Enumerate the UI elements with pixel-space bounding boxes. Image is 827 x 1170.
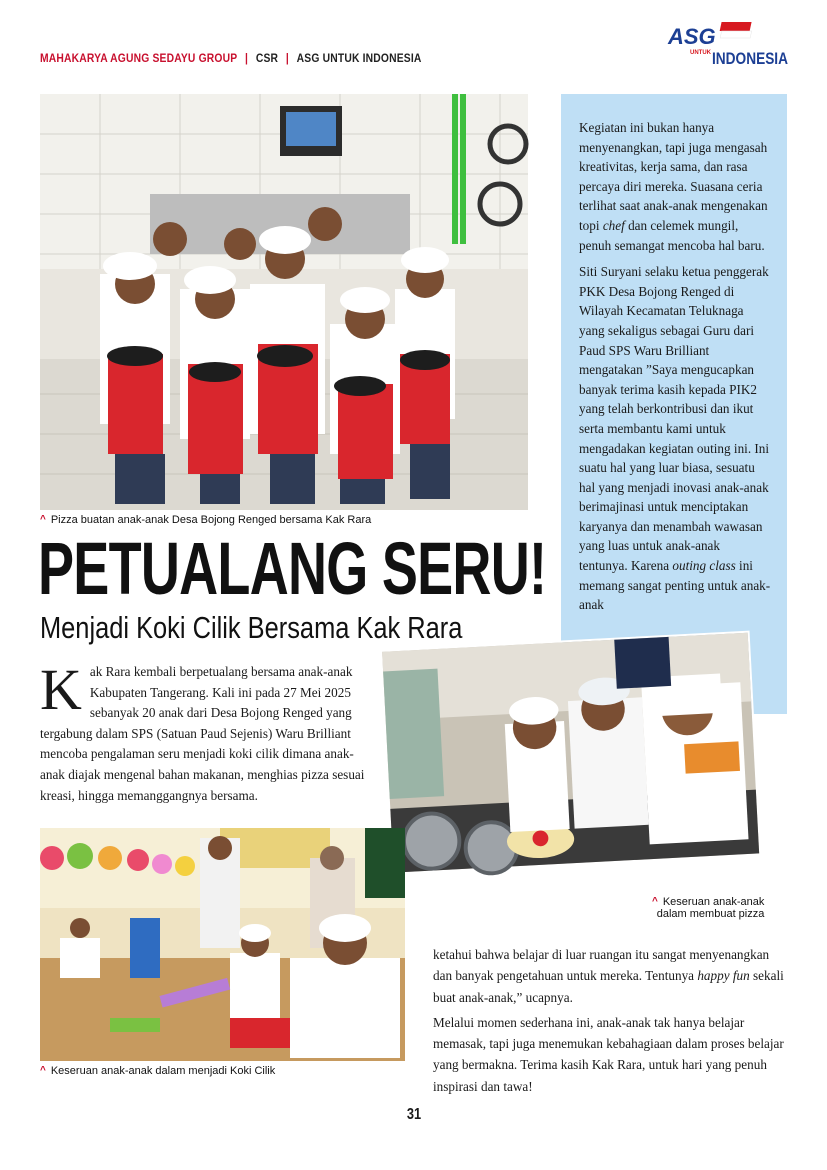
header-separator: |: [285, 51, 289, 65]
third-photo-caption: [40, 1065, 275, 1077]
asg-untuk-indonesia-logo: [662, 20, 792, 70]
article-closing: [433, 944, 788, 1101]
intro-text: ak Rara kembali berpetualang bersama anak-anak Kabupaten Tangerang. Kali ini pada 27 Mei 2025 sebanyak 20 anak dari Desa Bojong Renged yang tergabung dalam SPS (Satuan Paud Sejenis) Waru Brilliant mencoba pengalaman seru menjadi koki cilik dimana anak-anak diajak mengenal bahan makanan, menghias pizza sesuai kreasi, hingga memanggangnya bersama.: [40, 664, 365, 803]
logo-indonesia-text: INDONESIA: [712, 49, 788, 68]
caption-text: Keseruan anak-anak: [662, 896, 765, 908]
logo-asg-text: ASG: [668, 24, 716, 49]
caption-text: dalam membuat pizza: [656, 908, 765, 920]
logo-untuk-text: UNTUK: [690, 50, 711, 56]
main-photo-caption: [40, 514, 371, 526]
closing-paragraph: ketahui bahwa belajar di luar ruangan itu sangat menyenangkan dan banyak pengetahuan untuk mereka. Tentunya happy fun sekali buat anak-anak,” ucapnya.: [433, 947, 784, 1005]
page-number: 31: [406, 1106, 422, 1123]
photo-kids-in-classroom: [40, 828, 405, 1061]
sidebar-paragraph: Siti Suryani selaku ketua penggerak PKK Desa Bojong Renged di Wilayah Kecamatan Teluknaga yang sekaligus sebagai Guru dari Paud SPS Waru Brilliant mengatakan ”Saya mengucapkan banyak terima kasih kepada PIK2 yang telah berkontribusi dan ikut serta membantu kami untuk mengadakan kegiatan outing ini. Ini suatu hal yang luar biasa, sesuatu hal yang menjadi inovasi anak-anak berimajinasi untuk menciptakan karyanya dan menambah wawasan yang luas untuk anak-anak tentunya. Karena outing class ini memang sangat penting untuk anak-anak: [579, 264, 771, 613]
article-intro: [40, 657, 365, 806]
header-separator: |: [245, 51, 249, 65]
caption-arrow-icon: ^: [40, 514, 46, 525]
drop-cap: K: [40, 657, 82, 722]
caption-text: Keseruan anak-anak dalam menjadi Koki Cilik: [50, 1065, 276, 1077]
header-section: ASG UNTUK INDONESIA: [296, 51, 422, 65]
photo-kids-with-pizza: [40, 94, 528, 510]
header-csr: CSR: [255, 51, 279, 65]
header-brand: MAHAKARYA AGUNG SEDAYU GROUP: [40, 51, 238, 65]
caption-arrow-icon: ^: [40, 1065, 46, 1076]
second-photo-caption: [652, 896, 764, 920]
article-subhead: Menjadi Koki Cilik Bersama Kak Rara: [40, 610, 463, 645]
running-header: [40, 48, 422, 68]
caption-text: Pizza buatan anak-anak Desa Bojong Renged bersama Kak Rara: [50, 514, 372, 526]
sidebar-text: [579, 118, 771, 622]
sidebar-paragraph: Kegiatan ini bukan hanya menyenangkan, tapi juga mengasah kreativitas, kerja sama, dan rasa percaya diri mereka. Suasana ceria terlihat saat anak-anak mengenakan topi chef dan celemek mungil, penuh semangat mencoba hal baru.: [579, 120, 768, 253]
closing-paragraph: Melalui momen sederhana ini, anak-anak tak hanya belajar memasak, tapi juga menemukan kebahagiaan dalam proses belajar yang bermakna. Terima kasih Kak Rara, untuk hari yang penuh inspirasi dan tawa!: [433, 1014, 784, 1094]
caption-arrow-icon: ^: [652, 896, 658, 907]
article-headline: PETUALANG SERU!: [38, 527, 547, 610]
photo-kids-making-pizza: [380, 631, 761, 875]
